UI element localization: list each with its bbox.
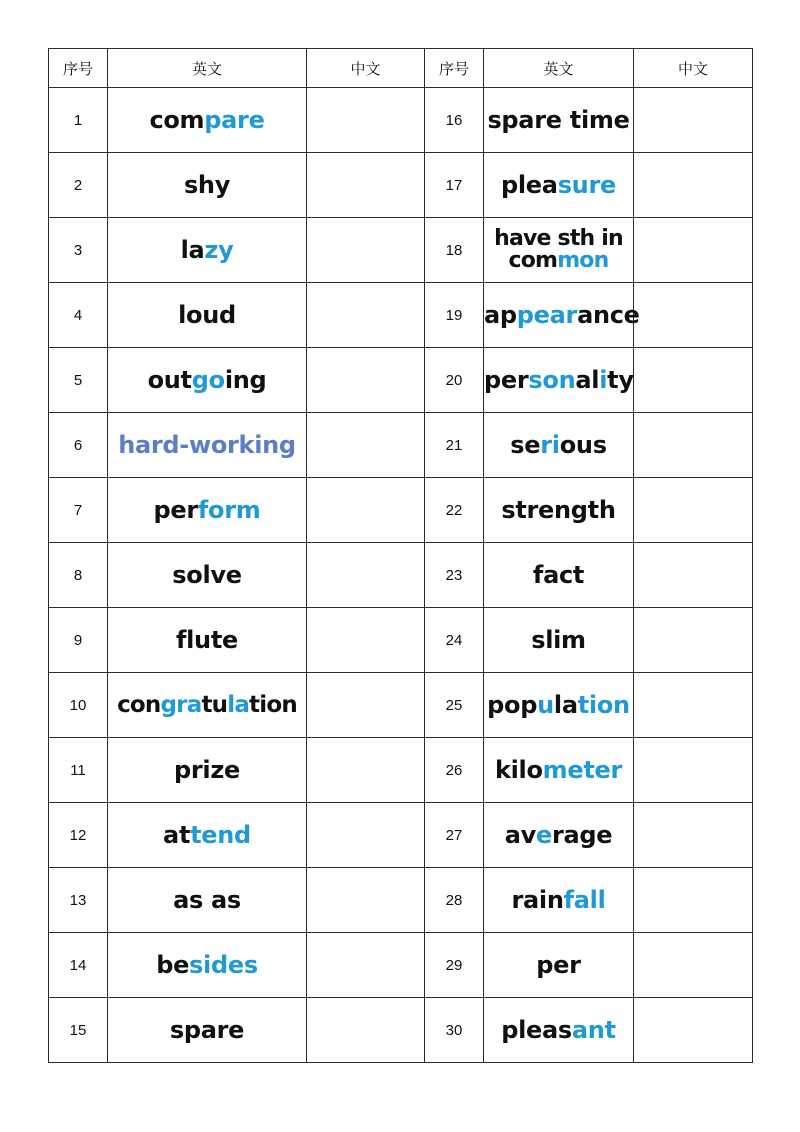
- row-number-left: 6: [49, 413, 108, 478]
- word-highlight-segment: i: [599, 366, 608, 394]
- table-row: [49, 673, 753, 738]
- word-highlight-segment: go: [191, 366, 225, 394]
- word-segment: spare: [169, 1016, 245, 1044]
- table-row: [49, 998, 753, 1063]
- word-highlight-segment: mon: [557, 248, 609, 273]
- row-number-right: 17: [425, 153, 484, 218]
- row-number-left: 2: [49, 153, 108, 218]
- word-segment: ous: [559, 431, 607, 459]
- english-word-right: [484, 803, 634, 868]
- word-highlight-segment: fall: [563, 886, 606, 914]
- header-number-left: 序号: [49, 49, 108, 88]
- word-highlight-segment: son: [528, 366, 576, 394]
- word-highlight-segment: la: [227, 691, 250, 718]
- row-number-right: 24: [425, 608, 484, 673]
- english-word-left: [108, 218, 307, 283]
- chinese-answer-blank-left[interactable]: [307, 218, 425, 283]
- word-segment: av: [504, 821, 536, 849]
- vocabulary-table: [48, 48, 753, 1063]
- row-number-right: 28: [425, 868, 484, 933]
- word-segment: com: [508, 248, 558, 273]
- word-highlight-segment: tion: [577, 691, 630, 719]
- header-chinese-left: 中文: [307, 49, 425, 88]
- table-row: [49, 88, 753, 153]
- row-number-right: 22: [425, 478, 484, 543]
- word-segment: rain: [511, 886, 564, 914]
- table-row: [49, 153, 753, 218]
- row-number-left: 12: [49, 803, 108, 868]
- word-segment: per: [153, 496, 198, 524]
- chinese-answer-blank-left[interactable]: [307, 933, 425, 998]
- word-segment: fact: [532, 561, 585, 589]
- row-number-right: 23: [425, 543, 484, 608]
- word-segment: rage: [551, 821, 613, 849]
- word-segment: ap: [484, 301, 517, 329]
- word-segment: con: [117, 691, 161, 718]
- chinese-answer-blank-left[interactable]: [307, 88, 425, 153]
- row-number-right: 30: [425, 998, 484, 1063]
- chinese-answer-blank-left[interactable]: [307, 803, 425, 868]
- english-word-left: [108, 803, 307, 868]
- word-highlight-segment: ant: [571, 1016, 616, 1044]
- english-word-left: [108, 543, 307, 608]
- row-number-right: 26: [425, 738, 484, 803]
- english-word-right: [484, 673, 634, 738]
- word-segment: have sth in: [494, 226, 623, 251]
- row-number-left: 4: [49, 283, 108, 348]
- chinese-answer-blank-right[interactable]: [634, 803, 753, 868]
- header-row: [49, 49, 753, 88]
- word-segment: al: [575, 366, 600, 394]
- chinese-answer-blank-left[interactable]: [307, 413, 425, 478]
- english-word-left: [108, 348, 307, 413]
- word-segment: ty: [607, 366, 634, 394]
- chinese-answer-blank-left[interactable]: [307, 868, 425, 933]
- english-word-left: [108, 478, 307, 543]
- word-segment: la: [180, 236, 205, 264]
- word-segment: as as: [173, 886, 241, 914]
- chinese-answer-blank-right[interactable]: [634, 673, 753, 738]
- row-number-right: 25: [425, 673, 484, 738]
- word-segment: flute: [175, 626, 238, 654]
- word-highlight-segment: gra: [160, 691, 202, 718]
- word-segment: at: [163, 821, 191, 849]
- chinese-answer-blank-right[interactable]: [634, 283, 753, 348]
- chinese-answer-blank-right[interactable]: [634, 218, 753, 283]
- word-segment: shy: [183, 171, 231, 199]
- chinese-answer-blank-left[interactable]: [307, 283, 425, 348]
- english-word-right: [484, 88, 634, 153]
- word-segment: tu: [201, 691, 228, 718]
- word-segment: loud: [178, 301, 236, 329]
- row-number-left: 14: [49, 933, 108, 998]
- chinese-answer-blank-right[interactable]: [634, 868, 753, 933]
- english-word-right: [484, 413, 634, 478]
- word-highlight-segment: tend: [190, 821, 251, 849]
- table-row: [49, 738, 753, 803]
- table-row: [49, 478, 753, 543]
- chinese-answer-blank-right[interactable]: [634, 738, 753, 803]
- chinese-answer-blank-right[interactable]: [634, 933, 753, 998]
- word-segment: plea: [501, 171, 558, 199]
- english-word-left: [108, 608, 307, 673]
- chinese-answer-blank-right[interactable]: [634, 608, 753, 673]
- word-segment: ing: [224, 366, 267, 394]
- word-highlight-segment: pare: [204, 106, 265, 134]
- row-number-left: 9: [49, 608, 108, 673]
- chinese-answer-blank-left[interactable]: [307, 673, 425, 738]
- header-english-left: 英文: [108, 49, 307, 88]
- english-word-right: [484, 153, 634, 218]
- chinese-answer-blank-left[interactable]: [307, 543, 425, 608]
- word-segment: per: [484, 366, 529, 394]
- word-segment: spare time: [487, 106, 630, 134]
- word-highlight-segment: e: [535, 821, 552, 849]
- word-segment: be: [156, 951, 190, 979]
- row-number-left: 13: [49, 868, 108, 933]
- header-number-right: 序号: [425, 49, 484, 88]
- word-segment: ance: [577, 301, 640, 329]
- word-highlight-segment: zy: [204, 236, 234, 264]
- chinese-answer-blank-right[interactable]: [634, 478, 753, 543]
- header-chinese-right: 中文: [634, 49, 753, 88]
- chinese-answer-blank-left[interactable]: [307, 478, 425, 543]
- english-word-left: [108, 88, 307, 153]
- english-word-right: [484, 283, 640, 348]
- english-word-right: [484, 543, 634, 608]
- english-word-left: [108, 153, 307, 218]
- word-highlight-segment: meter: [542, 756, 623, 784]
- chinese-answer-blank-right[interactable]: [634, 348, 753, 413]
- english-word-right: [484, 998, 634, 1063]
- table-row: [49, 608, 753, 673]
- english-word-right: [484, 218, 634, 283]
- word-highlight-segment: ri: [540, 431, 560, 459]
- english-word-left: [108, 673, 307, 738]
- chinese-answer-blank-left[interactable]: [307, 608, 425, 673]
- english-word-right: [484, 738, 634, 803]
- word-segment: slim: [531, 626, 586, 654]
- word-highlight-segment: sides: [189, 951, 258, 979]
- row-number-left: 7: [49, 478, 108, 543]
- row-number-left: 1: [49, 88, 108, 153]
- row-number-right: 21: [425, 413, 484, 478]
- table-row: [49, 348, 753, 413]
- english-word-right: [484, 478, 634, 543]
- english-word-left: [108, 283, 307, 348]
- word-segment: out: [147, 366, 192, 394]
- table-row: [49, 283, 753, 348]
- word-segment: com: [149, 106, 205, 134]
- word-segment: strength: [501, 496, 616, 524]
- chinese-answer-blank-right[interactable]: [634, 153, 753, 218]
- word-highlight-segment: pear: [516, 301, 578, 329]
- english-word-left: [108, 738, 307, 803]
- row-number-right: 16: [425, 88, 484, 153]
- row-number-right: 27: [425, 803, 484, 868]
- row-number-left: 5: [49, 348, 108, 413]
- word-segment: kilo: [494, 756, 543, 784]
- word-segment: pop: [487, 691, 538, 719]
- row-number-left: 8: [49, 543, 108, 608]
- word-segment: pleas: [501, 1016, 572, 1044]
- header-english-right: 英文: [484, 49, 634, 88]
- row-number-left: 11: [49, 738, 108, 803]
- chinese-answer-blank-right[interactable]: [634, 998, 753, 1063]
- vocabulary-rows: [49, 88, 753, 1063]
- word-segment: se: [510, 431, 541, 459]
- table-row: [49, 218, 753, 283]
- word-segment: prize: [174, 756, 240, 784]
- table-row: [49, 868, 753, 933]
- word-highlight-segment: sure: [557, 171, 616, 199]
- english-word-left: [108, 413, 307, 478]
- english-word-left: [108, 933, 307, 998]
- chinese-answer-blank-left[interactable]: [307, 738, 425, 803]
- chinese-answer-blank-right[interactable]: [634, 413, 753, 478]
- chinese-answer-blank-left[interactable]: [307, 998, 425, 1063]
- chinese-answer-blank-left[interactable]: [307, 348, 425, 413]
- word-highlight-segment: form: [197, 496, 261, 524]
- table-row: [49, 803, 753, 868]
- row-number-right: 18: [425, 218, 484, 283]
- english-word-right: [484, 348, 634, 413]
- row-number-right: 29: [425, 933, 484, 998]
- row-number-left: 15: [49, 998, 108, 1063]
- word-segment: solve: [172, 561, 242, 589]
- row-number-right: 20: [425, 348, 484, 413]
- row-number-left: 3: [49, 218, 108, 283]
- english-word-left: [108, 868, 307, 933]
- table-row: [49, 543, 753, 608]
- table-row: [49, 933, 753, 998]
- word-highlight-segment: hard-working: [118, 431, 296, 459]
- row-number-left: 10: [49, 673, 108, 738]
- chinese-answer-blank-right[interactable]: [634, 88, 753, 153]
- word-segment: tion: [249, 691, 297, 718]
- word-segment: la: [553, 691, 578, 719]
- chinese-answer-blank-right[interactable]: [634, 543, 753, 608]
- english-word-right: [484, 868, 634, 933]
- english-word-right: [484, 933, 634, 998]
- word-highlight-segment: u: [537, 691, 554, 719]
- english-word-right: [484, 608, 634, 673]
- chinese-answer-blank-left[interactable]: [307, 153, 425, 218]
- english-word-left: [108, 998, 307, 1063]
- word-segment: per: [536, 951, 581, 979]
- row-number-right: 19: [425, 283, 484, 348]
- table-row: [49, 413, 753, 478]
